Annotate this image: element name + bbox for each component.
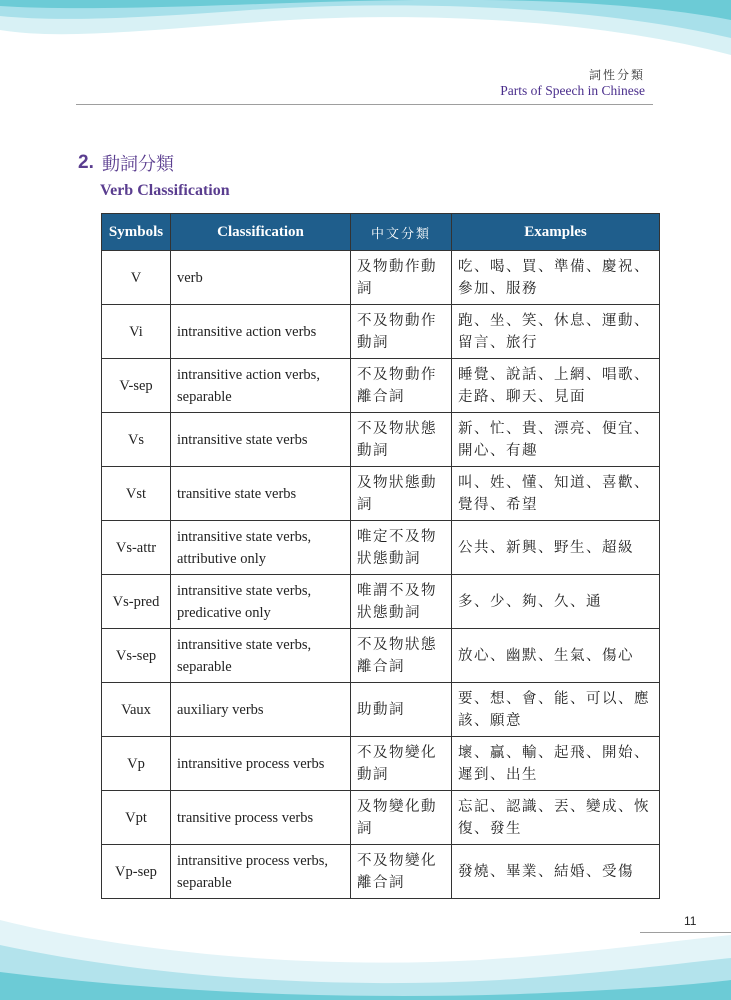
classification-cell: intransitive state verbs, separable — [171, 629, 351, 683]
column-header-examples: Examples — [452, 214, 660, 251]
symbol-cell: Vs-pred — [102, 575, 171, 629]
page-number: 11 — [684, 914, 697, 928]
symbol-cell: Vp — [102, 737, 171, 791]
chinese-classification-cell: 助動詞 — [351, 683, 452, 737]
table-row — [102, 467, 660, 521]
classification-cell: auxiliary verbs — [171, 683, 351, 737]
table-row — [102, 683, 660, 737]
chinese-classification-cell: 及物變化動詞 — [351, 791, 452, 845]
running-header-english: Parts of Speech in Chinese — [500, 83, 645, 98]
chinese-classification-cell: 及物狀態動詞 — [351, 467, 452, 521]
table-header-row — [102, 214, 660, 251]
bottom-wave-decoration — [0, 880, 731, 1000]
symbol-cell: Vs-sep — [102, 629, 171, 683]
examples-cell: 跑、坐、笑、休息、運動、留言、旅行 — [452, 305, 660, 359]
symbol-cell: Vi — [102, 305, 171, 359]
verb-classification-table — [101, 213, 660, 899]
examples-cell: 壞、贏、輸、起飛、開始、遲到、出生 — [452, 737, 660, 791]
examples-cell: 忘記、認識、丟、變成、恢復、發生 — [452, 791, 660, 845]
examples-cell: 叫、姓、懂、知道、喜歡、覺得、希望 — [452, 467, 660, 521]
symbol-cell: Vaux — [102, 683, 171, 737]
chinese-classification-cell: 不及物動作離合詞 — [351, 359, 452, 413]
section-number: 2. — [78, 152, 94, 173]
table-row — [102, 251, 660, 305]
page-number-divider — [640, 932, 731, 933]
examples-cell: 多、少、夠、久、通 — [452, 575, 660, 629]
table-row — [102, 305, 660, 359]
classification-cell: transitive process verbs — [171, 791, 351, 845]
symbol-cell: V-sep — [102, 359, 171, 413]
examples-cell: 新、忙、貴、漂亮、便宜、開心、有趣 — [452, 413, 660, 467]
classification-cell: verb — [171, 251, 351, 305]
chinese-classification-cell: 及物動作動詞 — [351, 251, 452, 305]
chinese-classification-cell: 不及物變化離合詞 — [351, 845, 452, 899]
symbol-cell: Vp-sep — [102, 845, 171, 899]
symbol-cell: Vs-attr — [102, 521, 171, 575]
examples-cell: 發燒、畢業、結婚、受傷 — [452, 845, 660, 899]
classification-cell: intransitive action verbs — [171, 305, 351, 359]
table-row — [102, 737, 660, 791]
column-header-classification: Classification — [171, 214, 351, 251]
classification-cell: intransitive state verbs, predicative only — [171, 575, 351, 629]
chinese-classification-cell: 不及物狀態動詞 — [351, 413, 452, 467]
examples-cell: 要、想、會、能、可以、應該、願意 — [452, 683, 660, 737]
examples-cell: 睡覺、說話、上網、唱歌、走路、聊天、見面 — [452, 359, 660, 413]
column-header-symbols: Symbols — [102, 214, 171, 251]
running-header-chinese: 詞性分類 — [588, 68, 645, 82]
table-row — [102, 359, 660, 413]
chinese-classification-cell: 不及物動作動詞 — [351, 305, 452, 359]
section-title-chinese: 動詞分類 — [102, 154, 174, 175]
classification-cell: intransitive action verbs, separable — [171, 359, 351, 413]
classification-cell: transitive state verbs — [171, 467, 351, 521]
table-row — [102, 413, 660, 467]
header-divider — [76, 104, 653, 105]
examples-cell: 放心、幽默、生氣、傷心 — [452, 629, 660, 683]
symbol-cell: Vpt — [102, 791, 171, 845]
chinese-classification-cell: 唯定不及物狀態動詞 — [351, 521, 452, 575]
chinese-classification-cell: 不及物狀態離合詞 — [351, 629, 452, 683]
table-row — [102, 791, 660, 845]
section-title-english: Verb Classification — [100, 182, 230, 199]
chinese-classification-cell: 唯謂不及物狀態動詞 — [351, 575, 452, 629]
examples-cell: 吃、喝、買、準備、慶祝、參加、服務 — [452, 251, 660, 305]
table-row — [102, 521, 660, 575]
examples-cell: 公共、新興、野生、超級 — [452, 521, 660, 575]
table-row — [102, 629, 660, 683]
classification-cell: intransitive process verbs, separable — [171, 845, 351, 899]
table-row — [102, 575, 660, 629]
classification-cell: intransitive state verbs, attributive only — [171, 521, 351, 575]
symbol-cell: Vst — [102, 467, 171, 521]
symbol-cell: V — [102, 251, 171, 305]
classification-cell: intransitive process verbs — [171, 737, 351, 791]
classification-cell: intransitive state verbs — [171, 413, 351, 467]
symbol-cell: Vs — [102, 413, 171, 467]
chinese-classification-cell: 不及物變化動詞 — [351, 737, 452, 791]
column-header-chinese-classification: 中文分類 — [351, 214, 452, 251]
